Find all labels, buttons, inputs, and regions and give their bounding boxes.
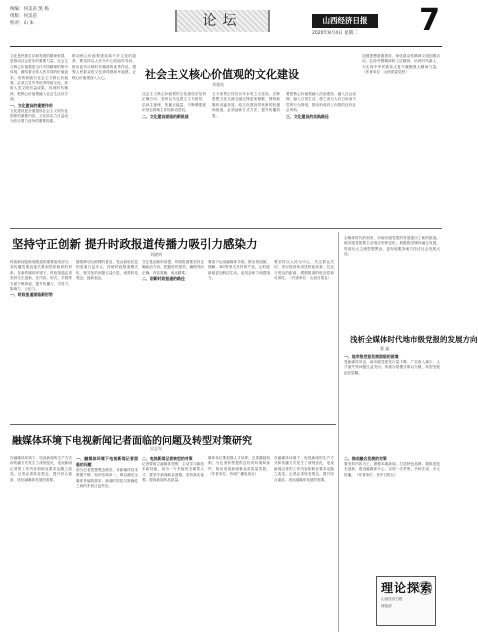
article1-text: 文化是民族生存和发展的精神家园，是推动社会进步的重要力量。社会主义核心价值观是当代中国精神的集中体现，凝结着全体人民共同的价值追求。培育和践行社会主义核心价值观，必须立足中华优秀传统文化，汲取人类文明有益成果，体现时代精神，把核心价值观融入社会生活各方面。 (10, 54, 68, 102)
article4-title: 融媒体环境下电视新闻记者面临的问题及转型对策研究 (12, 436, 252, 447)
article3-subhead: 一、地市级党报发展面临的困境 (344, 354, 399, 359)
article4-col1 (10, 456, 72, 632)
credit-line: 统编：何美苗 凯 杨 (10, 7, 49, 12)
article1-title: 社会主义核心价值观的文化建设 (145, 68, 299, 81)
article2-col2 (76, 260, 138, 420)
column-divider (338, 232, 339, 632)
article2-text: 守正是创新的前提，时政报道要坚持正确政治方向，把握好时度效，确保导向正确、内容准确、表达精准。 (142, 260, 204, 275)
article2-text: 随着移动互联网的普及，受众获取信息的渠道日益多元，传统时政报道模式化、程式化的问题日益凸显，亟需转变观念，创新表达。 (76, 260, 138, 281)
article1-col1 (10, 54, 68, 224)
divider (10, 228, 442, 229)
article3-lead-col (344, 236, 440, 328)
article1-col6 (362, 54, 440, 224)
article2-text: 时政新闻是新闻报道的重要组成部分，其传播效果直接关系到党和政府的形象。在新的媒体环境下，时政报道必须坚持守正创新，在内容、形式、手段等方面不断探索，提升传播力、引导力、影响力、公信力。 (10, 260, 72, 292)
paper-logo: 山西经济日报 (312, 14, 378, 28)
article4-col5 (274, 456, 334, 632)
article1-col5 (286, 92, 356, 224)
article4-text: 在融媒体环境下，电视新闻的生产方式和传播方式发生了深刻变化，电视新闻记者的工作内容和职业要求也随之改变。记者必须转变观念，提升综合素质，适应融媒体发展的需要。 (10, 456, 72, 482)
article1-subhead: 二、文化建设面临的新挑战 (142, 113, 189, 119)
masthead-rule (10, 46, 442, 47)
article1-text: 推动核心价值观建设离不开文化的滋养，要坚持以人民为中心的创作导向，推出更多反映时代精神的优秀作品，增强人民群众的文化获得感和幸福感，让核心价值观深入人心。 (72, 54, 136, 80)
masthead (10, 4, 442, 46)
article3-text: 受新媒体冲击，地市级党报发行量下降、广告收入减少、人才流失等问题日益突出，传统办报模式难以为继，转型发展迫在眉睫。 (344, 360, 440, 375)
article2-text: 要善于运用融媒体手段，推出短视频、图解、H5等形式多样的产品，让时政新闻更加鲜活生动，更具亲和力和感染力。 (208, 260, 270, 281)
article1-col3 (142, 92, 206, 224)
article3-title: 浅析全媒体时代地市级党报的发展方向 (350, 335, 478, 344)
article4-col4 (208, 456, 270, 632)
article2-title: 坚持守正创新 提升时政报道传播力吸引力感染力 (12, 237, 258, 251)
article2-col3 (142, 260, 204, 420)
article4-text: 记者要树立融媒体思维，主动学习新技术新技能，成为一专多能的全媒型人才；要坚守新闻职业道德，坚持真实客观，提高新闻作品质量。 (142, 462, 204, 483)
article3-text: 要坚持内容为王，做强本地新闻，打造特色品牌；要推进技术创新，建设融媒体中心，实现一次采集、多种生成、多元传播。（作者单位：晋中日报社） (344, 462, 440, 477)
theory-box-line: 山西经济日报 (381, 597, 403, 601)
credit-line: 组版：何美苗 (10, 14, 37, 19)
article2-col5 (274, 260, 334, 420)
article3-col1 (344, 354, 440, 454)
article1-col4 (212, 92, 280, 224)
article2-subhead: 二、创新时政报道的路径 (142, 276, 185, 282)
article1-col2 (72, 54, 136, 224)
theory-box-line: 理论部 (381, 604, 392, 608)
article2-col4 (208, 260, 270, 420)
article2-col1 (10, 260, 72, 420)
article4-col3 (142, 456, 204, 632)
article1-author: 刘建英 (212, 82, 224, 87)
article2-text: 要坚持以人民为中心，关注群众关切，用百姓视角讲述时政故事，拉近与受众的距离，增强报道的贴近性和可读性。（作者单位：山西日报社） (274, 260, 334, 281)
section-banner (175, 10, 270, 32)
article4-text: 在融媒体环境下，电视新闻的生产方式和传播方式发生了深刻变化，电视新闻记者的工作内容和职业要求也随之改变。记者必须转变观念，提升综合素质，适应融媒体发展的需要。 (274, 456, 334, 482)
article3-author: 曹 鑫 (380, 346, 390, 351)
article4-text: 部分记者思想观念陈旧，对新媒体技术掌握不够，知识结构单一，难以满足全媒体采编的需求；新闻时效性与准确性之间的矛盾日益突出。 (76, 468, 138, 489)
article1-subhead: 一、文化建设的重要作用 (10, 102, 53, 108)
divider (10, 424, 336, 425)
article1-text: 当今世界正经历百年未有之大变局，各种思想文化交流交融交锋更加频繁，网络新媒体迅猛发展，给文化建设带来新的机遇和挑战，必须创新方式方法，提升传播效果。 (212, 92, 280, 118)
article1-text: 要把核心价值观融入法治建设、融入社会治理、融入日常生活，使之成为人们日用而不觉的行为准则，推动形成向上向善的良好社会风尚。 (286, 92, 356, 113)
article4-subhead: 一、融媒体环境下电视新闻记者面临的问题 (76, 456, 138, 467)
article4-subhead: 二、电视新闻记者转型的对策 (142, 456, 193, 461)
editor-credits (10, 6, 49, 27)
article2-subhead: 一、时政报道面临新形势 (10, 292, 53, 298)
article1-text: 文化建设是全面建设社会主义现代化国家的重要内容，文化软实力日益成为综合国力竞争的重要因素。 (10, 108, 68, 124)
page-number: 7 (419, 3, 440, 38)
article4-text: 媒体单位要加强人才培养，完善激励机制，为记者转型提供良好的环境和条件，推动电视新闻事业高质量发展。（作者单位：晋城广播电视台） (208, 456, 270, 477)
article4-col2 (76, 456, 138, 632)
issue-date: 2020年8月4日 星期二 (312, 31, 358, 36)
article3-col2 (344, 456, 440, 572)
credit-line: 校对：山 朱 (10, 21, 34, 26)
theory-box (376, 576, 436, 626)
article1-text: 加强思想道德建设，深化群众性精神文明创建活动，弘扬劳模精神和工匠精神，培育时代新人，为实现中华民族伟大复兴凝聚强大精神力量。（作者单位：山西省委党校） (362, 54, 440, 75)
article1-subhead: 三、文化建设的实践路径 (286, 113, 329, 119)
article3-subhead: 二、推动融合发展的对策 (344, 456, 387, 461)
seal-icon (418, 581, 432, 595)
article1-text: 社会主义核心价值观的文化建设应坚持正确方向，坚持以马克思主义为指导，弘扬主旋律，传播正能量，不断增强意识形态领域主导权和话语权。 (142, 92, 206, 113)
article4-author: 吴志军 (150, 446, 162, 451)
theory-box-title: 理论探索 (381, 581, 434, 595)
article3-text: 全媒体时代的到来，对地市级党报的发展提出了新的挑战。地市级党报要主动适应形势变化，积极推进媒体融合发展，巩固壮大主流思想舆论，更好地服务地方经济社会发展大局。 (344, 236, 440, 257)
article2-author: 刘晓明 (150, 252, 162, 257)
section-title: 论坛 (202, 13, 243, 29)
